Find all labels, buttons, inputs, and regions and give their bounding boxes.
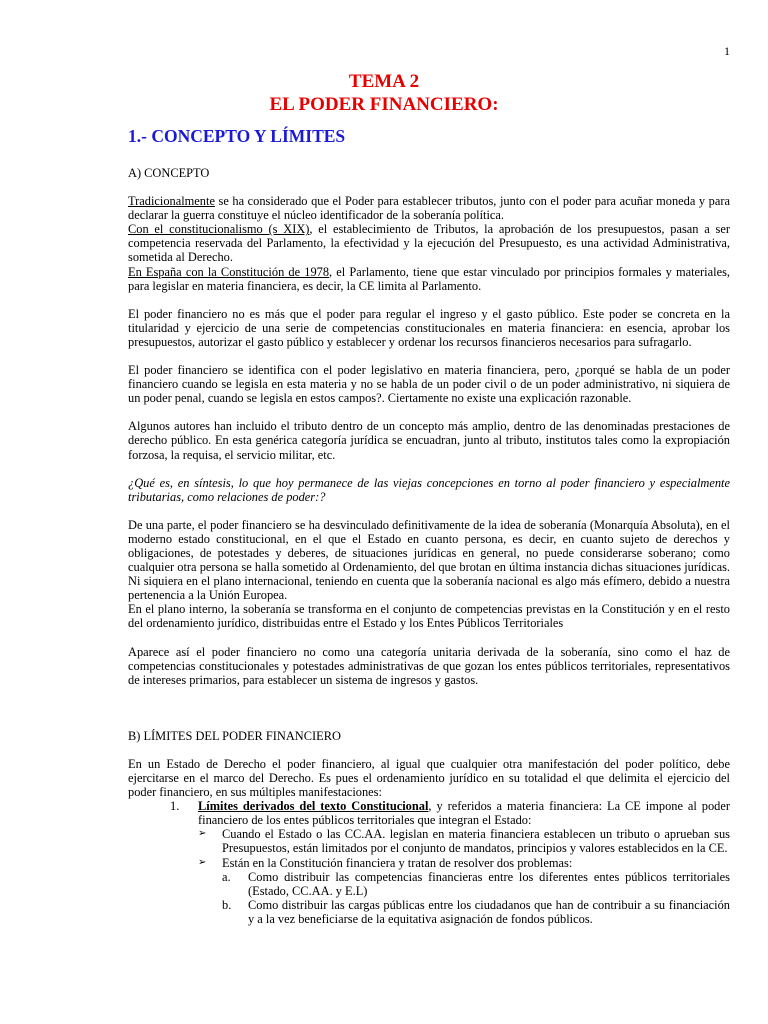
paragraph-poder-financiero: El poder financiero no es más que el poder para regular el ingreso y el gasto público. Este poder se concreta en la titularidad y ejercicio de una serie de competencias constitucionales en materia financiera: en esencia, aprobar los presupuestos, autorizar el gasto público y establecer y ordenar los recursos financieros necesarios para sufragarlo. — [128, 306, 730, 349]
bullet-text: Están en la Constitución financiera y tratan de resolver dos problemas: — [222, 855, 573, 870]
underlined-term: En España con la Constitución de 1978 — [128, 264, 330, 279]
underlined-term: Tradicionalmente — [128, 194, 215, 209]
numbered-item-1 — [128, 799, 730, 827]
bullet-item-1 — [198, 827, 730, 855]
paragraph-question: ¿Qué es, en síntesis, lo que hoy permanece de las viejas concepciones en torno al poder financiero y especialmente tributarias, como relaciones de poder:? — [128, 475, 730, 504]
document-title-line2: EL PODER FINANCIERO: — [269, 94, 499, 115]
item-number: 1. — [170, 799, 180, 814]
paragraph-constitucionalismo — [128, 222, 730, 264]
paragraph-tradicionalmente — [128, 194, 730, 222]
paragraph-text: se ha considerado que el Poder para establecer tributos, junto con el poder para acuñar moneda y para declarar la guerra constituye el núcleo identificador de la soberanía política. — [128, 194, 730, 223]
paragraph-aparece: Aparece así el poder financiero no como una categoría unitaria derivada de la soberanía, sino como el haz de competencias constitucionales y potestades administrativas de que gozan los entes públicos territoriales, representativos de intereses primarios, para establecer un sistema de ingresos y gastos. — [128, 644, 730, 687]
sub-item-marker: a. — [222, 869, 231, 884]
arrow-bullet-icon: ➢ — [198, 856, 207, 868]
arrow-bullet-icon: ➢ — [198, 828, 207, 840]
bullet-item-2 — [198, 856, 730, 870]
document-body — [128, 166, 730, 926]
paragraph-text: , el Parlamento, tiene que estar vinculado por principios formales y materiales, para legislar en materia financiera, es decir, la CE limita al Parlamento. — [128, 264, 730, 293]
page-number: 1 — [724, 44, 730, 58]
bullet-text: Cuando el Estado o las CC.AA. legislan en materia financiera establecen un tributo o aprueban sus Presupuestos, están limitados por el conjunto de mandatos, principios y valores establecidos en la CE. — [222, 827, 730, 856]
sub-item-text: Como distribuir las competencias financieras entre los diferentes entes públicos territoriales (Estado, CC.AA. y E.L) — [248, 869, 730, 898]
subheading-limites: B) LÍMITES DEL PODER FINANCIERO — [128, 728, 341, 743]
paragraph-text: , el establecimiento de Tributos, la aprobación de los presupuestos, pasan a ser competencia reservada del Parlamento, la efectividad y la ejecución del Presupuesto, es una actividad Administrativa, sometida al Derecho. — [128, 222, 730, 265]
sub-item-marker: b. — [222, 897, 232, 912]
item-text: , y referidos a materia financiera: La CE impone al poder financiero de los entes públicos territoriales que integran el Estado: — [198, 799, 730, 828]
paragraph-algunos-autores: Algunos autores han incluido el tributo dentro de un concepto más amplio, dentro de las denominadas prestaciones de derecho público. En esta genérica categoría jurídica se encuadran, junto al tributo, institutos tales como la expropiación forzosa, la requisa, el servicio militar, etc. — [128, 419, 730, 462]
sub-item-text: Como distribuir las cargas públicas entre los ciudadanos que han de contribuir a su financiación y a la vez beneficiarse de la equitativa asignación de fondos públicos. — [248, 897, 730, 926]
subheading-concepto: A) CONCEPTO — [128, 166, 210, 180]
document-title-line1: TEMA 2 — [348, 71, 420, 92]
paragraph-poder-legislativo: El poder financiero se identifica con el poder legislativo en materia financiera, pero, ¿porqué se habla de un poder financiero cuando se legisla en esta materia y no se habla de un poder civil o de un poder administrativo, ni siquiera de un poder penal, cuando se legisla en estos campos?. Ciertamente no existe una explicación razonable. — [128, 363, 730, 406]
sub-item-b — [222, 898, 730, 926]
paragraph-espana — [128, 265, 730, 293]
section-heading: 1.- CONCEPTO Y LÍMITES — [128, 126, 346, 146]
paragraph-soberania: De una parte, el poder financiero se ha desvinculado definitivamente de la idea de soberanía (Monarquía Absoluta), en el moderno estado constitucional, en el que el Estado en cuanto persona, es decir, en cuanto sujeto de derechos y obligaciones, de potestades y deberes, de situaciones jurídicas en general, no puede considerarse soberano; como cualquier otra persona se halla sometido al Ordenamiento, del que brotan en última instancia dichas situaciones jurídicas. Ni siquiera en el plano internacional, teniendo en cuenta que la soberanía nacional es algo más efímero, debido a nuestra pertenencia a la Unión Europea. — [128, 517, 730, 603]
sub-item-a — [222, 870, 730, 898]
paragraph-plano-interno: En el plano interno, la soberanía se transforma en el conjunto de competencias previstas en la Constitución y en el resto del ordenamiento jurídico, distribuidas entre el Estado y los Entes Públicos Territoriales — [128, 602, 730, 631]
item-bold-title: Límites derivados del texto Constitucional — [198, 799, 429, 814]
paragraph-estado-derecho: En un Estado de Derecho el poder financiero, al igual que cualquier otra manifestación del poder político, debe ejercitarse en el marco del Derecho. Es pues el ordenamiento jurídico en su totalidad el que delimita el ejercicio del poder financiero, en sus múltiples manifestaciones: — [128, 756, 730, 800]
underlined-term: Con el constitucionalismo (s XIX) — [128, 222, 310, 237]
